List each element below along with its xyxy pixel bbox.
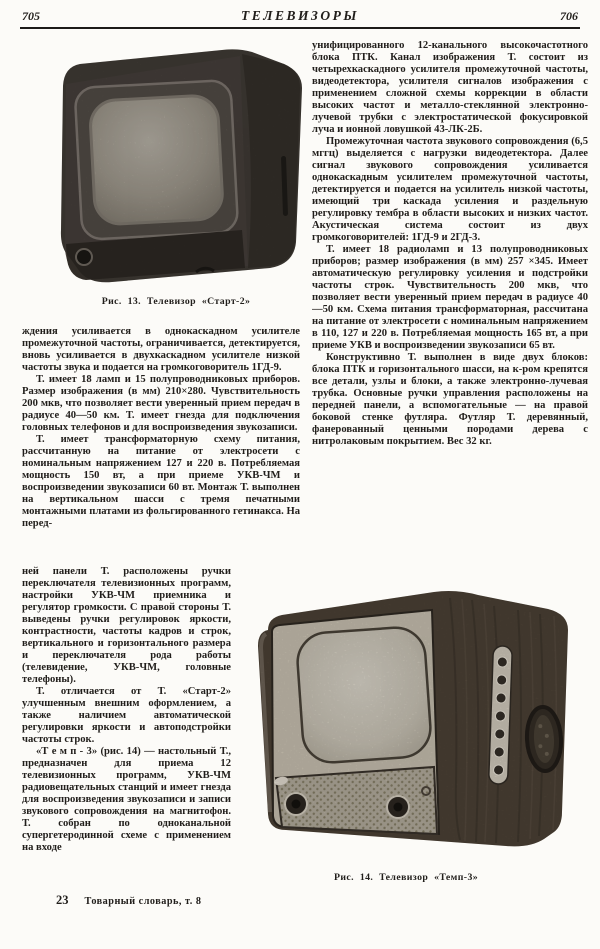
paragraph: Промежуточная частота звукового сопровождения (6,5 мггц) выделяется с нагрузки видеодетектора. Далее сигнал звукового сопровождения усиливается однокаскадным усилителем промежуточной частоты, детектируется и подается на усилитель низкой частоты, имеющий три каскада усиления и раздельную регулировку тембра в области высоких и низких частот. Акустическая система состоит из двух громкоговорителей: 1ГД-9 и 2ГД-3. (312, 136, 588, 243)
left-column-text-narrow (22, 566, 231, 884)
figure-13-caption: Рис. 13. Телевизор «Старт-2» (101, 296, 251, 307)
paragraph: Т. отличается от Т. «Старт-2» улучшенным внешним оформлением, а также наличием автоматической регулировки яркости и автоподстройки частоты строк. (22, 686, 231, 745)
television-start2-photo (46, 44, 306, 288)
paragraph: Т. имеет 18 радиоламп и 13 полупроводниковых приборов; размер изображения (в мм) 257 ×345. Имеет автоматическую регулировку усиления и подстройки частоты строк. Чувствительность 200 мкв, что позволяет вести уверенный прием передач в радиусе 40—50 км. Схема питания трансформаторная, рассчитана на питание от электросети с номинальным напряжением в 110, 127 и 220 в. Потребляемая мощность 165 вт, а при приеме УКВ и воспроизведении звукозаписи 65 вт. (312, 244, 588, 351)
figure-14-caption: Рис. 14. Телевизор «Темп-3» (333, 872, 479, 883)
figure-13 (46, 44, 306, 306)
footer (56, 891, 201, 909)
paragraph: ней панели Т. расположены ручки переключателя телевизионных программ, настройки УКВ-ЧМ приемника и регулятор громкости. С правой стороны Т. выведены ручки регулировок яркости, контрастности, частоты кадров и строк, вертикального и горизонтального размера и переключателя рода работы (телевидение, УКВ-ЧМ, головные телефоны). (22, 566, 231, 685)
page-number-right: 706 (560, 9, 578, 23)
paragraph: унифицированного 12-канального высокочастотного блока ПТК. Канал изображения Т. состоит из четырехкаскадного усилителя промежуточной частоты, видеодетектора, усилителя сигналов изображения с применением сложной схемы коррекции в области высоких частот и металло-стеклянной электронно-лучевой трубки с электростатической фокусировкой луча и ионной ловушкой 43-ЛК-2Б. (312, 40, 588, 135)
footer-note: Товарный словарь, т. 8 (84, 896, 202, 907)
paragraph: «Т е м п - 3» (рис. 14) — настольный Т., предназначен для приема 12 телевизионных программ, УКВ-ЧМ радиовещательных станций и имеет гнезда для воспроизведения звукозаписи и записи звукового сопровождения на магнитофон. Т. собран по одноканальной супергетеродинной схеме с применением на входе (22, 746, 231, 853)
running-title: ТЕЛЕВИЗОРЫ (241, 8, 359, 23)
paragraph: Конструктивно Т. выполнен в виде двух блоков: блока ПТК и горизонтального шасси, на к-ром крепятся все детали, узлы и блоки, а также электронно-лучевая трубка. Основные ручки управления расположены на передней панели, а вспомогательные — на правой боковой стенке футляра. Футляр Т. деревянный, фанерованный ценными породами дерева с нитролаковым покрытием. Вес 32 кг. (312, 352, 588, 447)
paragraph: ждения усиливается в однокаскадном усилителе промежуточной частоты, ограничивается, детектируется, вновь усиливается в двухкаскадном усилителе низкой частоты звука и подается на громкоговоритель 1ГД-9. (22, 326, 300, 373)
signature-number: 23 (56, 893, 69, 907)
left-column-text (22, 326, 300, 566)
paragraph: Т. имеет 18 ламп и 15 полупроводниковых приборов. Размер изображения (в мм) 210×280. Чувствительность 200 мкв, что позволяет вести уверенный прием передач в радиусе 40—50 км. Т. имеет гнезда для подключения головных телефонов и для воспроизведения звукозаписи. (22, 374, 300, 433)
right-column-text (312, 40, 588, 574)
figure-14 (236, 584, 580, 890)
header-rule (20, 27, 580, 29)
television-temp3-photo (236, 584, 580, 868)
paragraph: Т. имеет трансформаторную схему питания, рассчитанную на питание от электросети с номинальным напряжением 127 и 220 в. Потребляемая мощность 150 вт, а при приеме УКВ-ЧМ и воспроизведении звукозаписи 60 вт. Монтаж Т. выполнен на вертикальном шасси с тремя печатными монтажными платами из фольгированного гетинакса. На перед- (22, 434, 300, 529)
page-number-left: 705 (22, 9, 40, 23)
